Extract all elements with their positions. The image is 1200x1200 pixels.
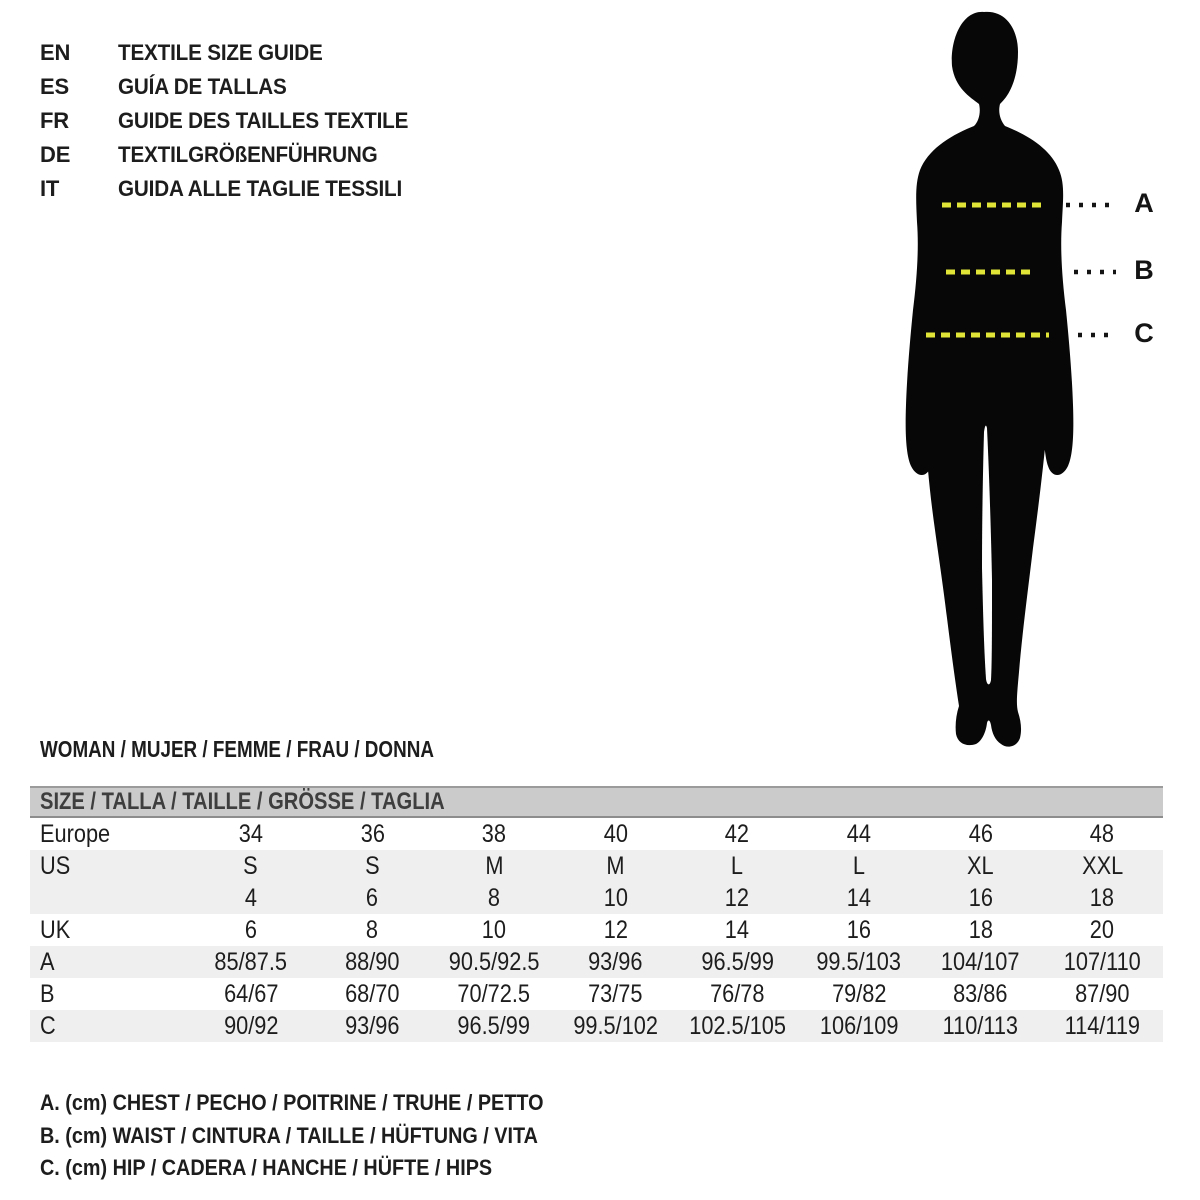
table-cell: 70/72.5 [457, 980, 531, 1008]
section-title: WOMAN / MUJER / FEMME / FRAU / DONNA [40, 736, 434, 762]
table-row-waist [30, 978, 1163, 1010]
language-title-list [40, 36, 427, 206]
table-cell: 93/96 [345, 1012, 400, 1040]
table-cell: 93/96 [588, 948, 643, 976]
table-cell: 40 [603, 820, 628, 848]
table-cell: 64/67 [223, 980, 279, 1008]
woman-silhouette-figure [850, 0, 1190, 770]
language-code: FR [40, 108, 69, 133]
table-row-us-numeric [30, 882, 1163, 914]
table-cell: 8 [366, 916, 379, 944]
table-cell: 104/107 [941, 948, 1020, 976]
table-cell: 106/109 [819, 1012, 899, 1040]
row-label: B [40, 980, 55, 1008]
language-code: DE [40, 142, 71, 167]
language-title: GUIDA ALLE TAGLIE TESSILI [118, 176, 403, 201]
table-cell: 14 [725, 916, 750, 944]
table-cell: 10 [603, 884, 628, 912]
hip-label: C [1134, 318, 1154, 348]
language-title: TEXTILE SIZE GUIDE [118, 40, 323, 65]
row-label: C [40, 1012, 56, 1040]
table-row-chest [30, 946, 1163, 978]
table-row-uk [30, 914, 1163, 946]
table-cell: 36 [360, 820, 385, 848]
table-cell: M [606, 852, 625, 880]
table-cell: L [731, 852, 744, 880]
language-title-row [40, 172, 427, 206]
language-title-row [40, 36, 427, 70]
table-cell: 8 [488, 884, 501, 912]
language-title: GUIDE DES TAILLES TEXTILE [118, 108, 409, 133]
table-cell: 79/82 [831, 980, 887, 1008]
row-label: US [40, 852, 71, 880]
language-code: ES [40, 74, 69, 99]
language-title: GUÍA DE TALLAS [118, 74, 287, 99]
table-cell: 12 [603, 916, 628, 944]
table-cell: 114/119 [1064, 1012, 1140, 1040]
table-cell: L [852, 852, 865, 880]
table-cell: 44 [846, 820, 872, 848]
table-cell: 99.5/103 [816, 948, 902, 976]
table-cell: 46 [968, 820, 993, 848]
legend-line-waist: B. (cm) WAIST / CINTURA / TAILLE / HÜFTUNG / VITA [40, 1122, 538, 1148]
table-cell: 38 [481, 820, 507, 848]
table-cell: 34 [238, 820, 263, 848]
language-code: EN [40, 40, 71, 65]
table-cell: 83/86 [953, 980, 1008, 1008]
legend-line-chest: A. (cm) CHEST / PECHO / POITRINE / TRUHE / PETTO [40, 1090, 544, 1115]
table-cell: 12 [725, 884, 750, 912]
chest-label: A [1134, 188, 1154, 218]
row-label [30, 882, 190, 914]
table-cell: 73/75 [588, 980, 643, 1008]
table-cell: 90.5/92.5 [448, 948, 540, 976]
table-cell: 107/110 [1063, 948, 1141, 976]
table-cell: 48 [1090, 820, 1115, 848]
table-cell: 10 [481, 916, 507, 944]
table-cell: 42 [725, 820, 750, 848]
table-cell: 99.5/102 [573, 1012, 659, 1040]
table-cell: 87/90 [1074, 980, 1130, 1008]
table-cell: XXL [1081, 852, 1123, 880]
table-cell: S [243, 852, 259, 880]
table-cell: S [365, 852, 380, 880]
table-cell: 90/92 [223, 1012, 279, 1040]
table-cell: 16 [968, 884, 993, 912]
table-cell: 16 [846, 916, 872, 944]
table-cell: 6 [244, 916, 257, 944]
row-label: UK [40, 916, 71, 944]
table-cell: 68/70 [345, 980, 400, 1008]
table-cell: M [484, 852, 504, 880]
language-title: TEXTILGRÖßENFÜHRUNG [118, 142, 378, 167]
language-title-row [40, 70, 427, 104]
language-title-row [40, 104, 427, 138]
table-cell: 20 [1090, 916, 1115, 944]
table-cell: 18 [1090, 884, 1115, 912]
language-title-row [40, 138, 427, 172]
waist-label: B [1134, 255, 1154, 285]
table-cell: 4 [244, 884, 257, 912]
measurement-legend [40, 1087, 599, 1185]
legend-line-hip: C. (cm) HIP / CADERA / HANCHE / HÜFTE / HIPS [40, 1155, 493, 1181]
table-cell: 6 [366, 884, 379, 912]
table-cell: 96.5/99 [701, 948, 774, 976]
row-label: A [40, 948, 55, 976]
table-cell: 85/87.5 [214, 948, 288, 976]
table-cell: 96.5/99 [457, 1012, 531, 1040]
row-label: Europe [40, 820, 111, 848]
table-cell: 88/90 [345, 948, 400, 976]
language-code: IT [40, 176, 60, 201]
table-cell: 18 [968, 916, 993, 944]
table-cell: 110/113 [942, 1012, 1019, 1040]
table-cell: 76/78 [710, 980, 765, 1008]
table-cell: XL [967, 852, 994, 880]
table-row-europe [30, 818, 1163, 850]
table-cell: 14 [846, 884, 872, 912]
size-table-header: SIZE / TALLA / TAILLE / GRÖSSE / TAGLIA [30, 786, 1163, 818]
table-row-hip [30, 1010, 1163, 1042]
size-table [30, 786, 1163, 1042]
table-cell: 102.5/105 [688, 1012, 786, 1040]
table-row-us [30, 850, 1163, 882]
